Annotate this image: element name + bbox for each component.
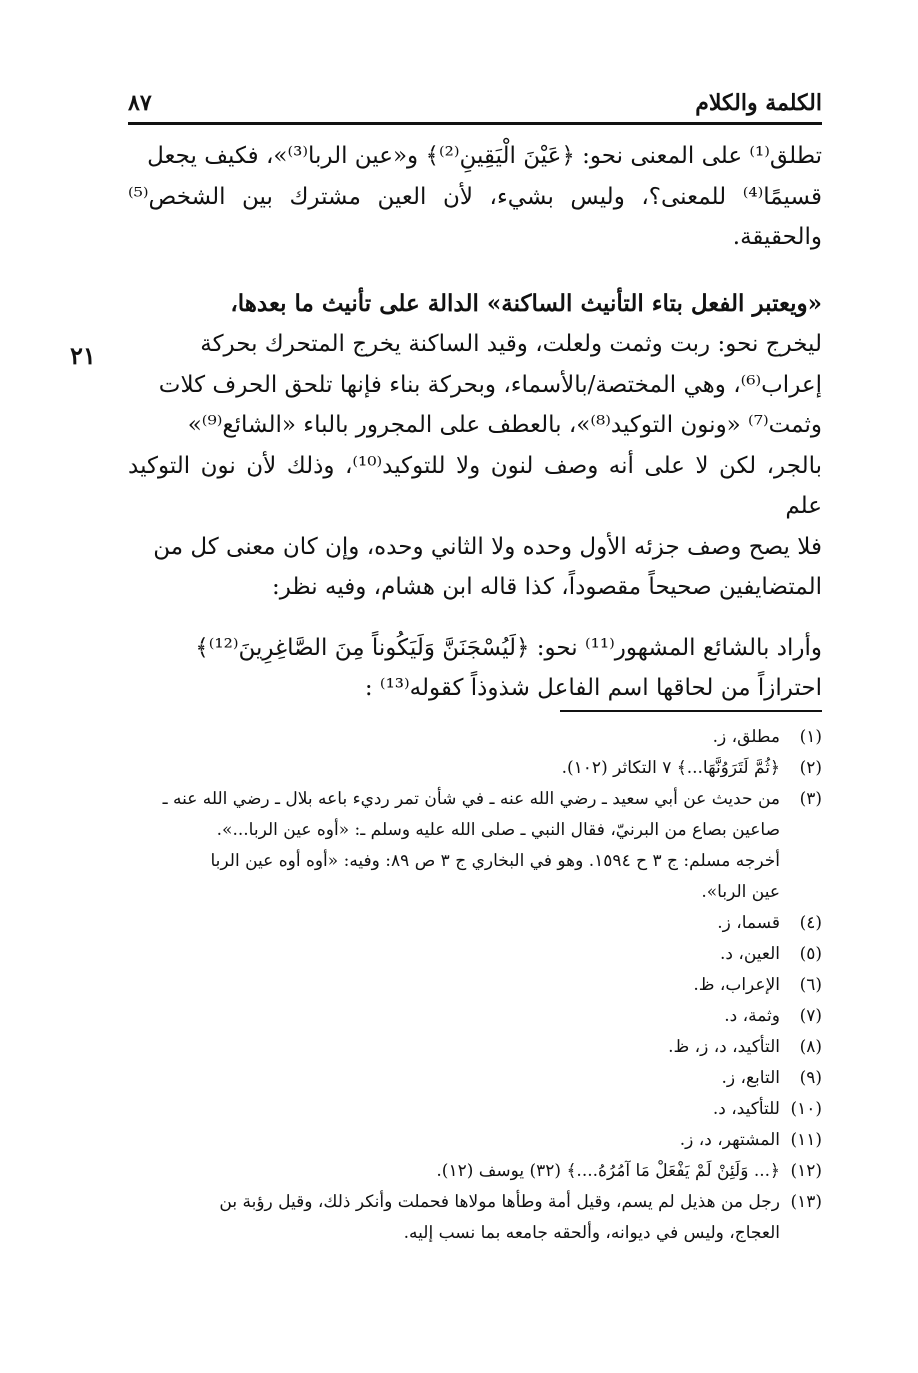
footnote-text: مطلق، ز. [712,727,780,747]
footnote-number: (١٢) [790,1161,822,1181]
footnote [128,1094,822,1125]
text-line: تطلق⁽¹⁾ على المعنى نحو: ﴿عَيْنَ الْيَقِينِ⁽²⁾﴾ و«عين الربا⁽³⁾»، فكيف يجعل [147,143,822,169]
footnote-text: عين الربا». [701,882,780,902]
footnote-number: (٧) [799,1006,822,1026]
footnote-number: (١٣) [790,1192,822,1212]
text-line: «ويعتبر الفعل بتاء التأنيث الساكنة» الدالة على تأنيث ما بعدها، [230,289,822,317]
header-rule [128,122,822,125]
footnote-number: (٦) [799,975,822,995]
footnote-rule [560,710,822,712]
footnote [128,1063,822,1094]
footnote [128,939,822,970]
footnote-number: (١) [799,727,822,747]
footnote-text: التابع، ز. [721,1068,780,1088]
footnote-text: من حديث عن أبي سعيد ـ رضي الله عنه ـ في شأن تمر رديء باعه بلال ـ رضي الله عنه ـ [162,789,780,809]
main-text [128,136,822,709]
page-header [128,86,822,120]
footnote-text: قسما، ز. [717,913,780,933]
running-title: الكلمة والكلام [695,90,822,116]
footnote-number: (٢) [799,758,822,778]
footnote [128,753,822,784]
text-line: المتضايفين صحيحاً مقصوداً، كذا قاله ابن هشام، وفيه نظر: [271,574,822,600]
footnote-text: أخرجه مسلم: ج ٣ ح ١٥٩٤. وهو في البخاري ج ٣ ص ٨٩: وفيه: «أوه أوه عين الربا [210,851,780,871]
footnote-number: (١٠) [790,1099,822,1119]
footnote-number: (٩) [799,1068,822,1088]
text-line: وأراد بالشائع المشهور⁽¹¹⁾ نحو: ﴿لَيُسْجَنَنَّ وَلَيَكُوناً مِنَ الصَّاغِرِينَ⁽¹²⁾﴾ [195,634,822,661]
footnote-number: (٣) [799,789,822,809]
text-line: فلا يصح وصف جزئه الأول وحده ولا الثاني وحده، وإن كان معنى كل من [153,533,822,560]
text-line: احترازاً من لحاقها اسم الفاعل شذوذاً كقوله⁽¹³⁾ : [364,675,822,701]
footnote-text: الإعراب، ظ. [693,975,780,995]
footnote [128,908,822,939]
margin-number: ٢١ [70,341,96,370]
footnote-text: العين، د. [719,944,780,964]
footnote [128,1187,822,1249]
text-line: ليخرج نحو: ربت وثمت ولعلت، وقيد الساكنة يخرج المتحرك بحركة [200,331,822,357]
footnote-text: ﴿ثُمَّ لَتَرَوُنَّهَا...﴾ ٧ التكاثر (١٠٢). [561,758,780,778]
footnote-number: (٥) [799,944,822,964]
footnote-text: المشتهر، د، ز. [679,1130,780,1150]
footnote-text: للتأكيد، د. [712,1099,780,1119]
page-number: ٨٧ [128,90,152,116]
text-line: وثمت⁽⁷⁾ «ونون التوكيد⁽⁸⁾»، بالعطف على المجرور بالباء «الشائع⁽⁹⁾» [187,412,822,438]
footnote [128,1156,822,1187]
text-line: قسيمًا⁽⁴⁾ للمعنى؟، وليس بشيء، لأن العين مشترك بين الشخص⁽⁵⁾ والحقيقة. [128,183,822,250]
footnote [128,1125,822,1156]
footnotes [128,722,822,1249]
footnote [128,784,822,908]
footnote-text: العجاج، وليس في ديوانه، وألحقه جامعه بما نسب إليه. [403,1223,780,1243]
footnote-text: رجل من هذيل لم يسم، وقيل أمة وطأها مولاها فحملت وأنكر ذلك، وقيل رؤبة بن [219,1192,780,1212]
footnote [128,722,822,753]
footnote [128,970,822,1001]
footnote [128,1032,822,1063]
footnote [128,1001,822,1032]
footnote-text: التأكيد، د، ز، ظ. [668,1037,780,1057]
footnote-number: (٤) [799,913,822,933]
footnote-number: (١١) [790,1130,822,1150]
footnote-text: وثمة، د. [724,1006,780,1026]
footnote-text: ﴿... وَلَئِنْ لَمْ يَفْعَلْ مَا آمُرُهُ....﴾ (٣٢) يوسف (١٢). [436,1161,780,1181]
footnote-number: (٨) [799,1037,822,1057]
text-line: بالجر، لكن لا على أنه وصف لنون ولا للتوكيد⁽¹⁰⁾، وذلك لأن نون التوكيد علم [128,452,823,519]
footnote-text: صاعين بصاع من البرنيّ، فقال النبي ـ صلى الله عليه وسلم ـ: «أوه عين الربا...». [216,820,780,840]
text-line: إعراب⁽⁶⁾، وهي المختصة/بالأسماء، وبحركة بناء فإنها تلحق الحرف كلات [158,371,822,398]
